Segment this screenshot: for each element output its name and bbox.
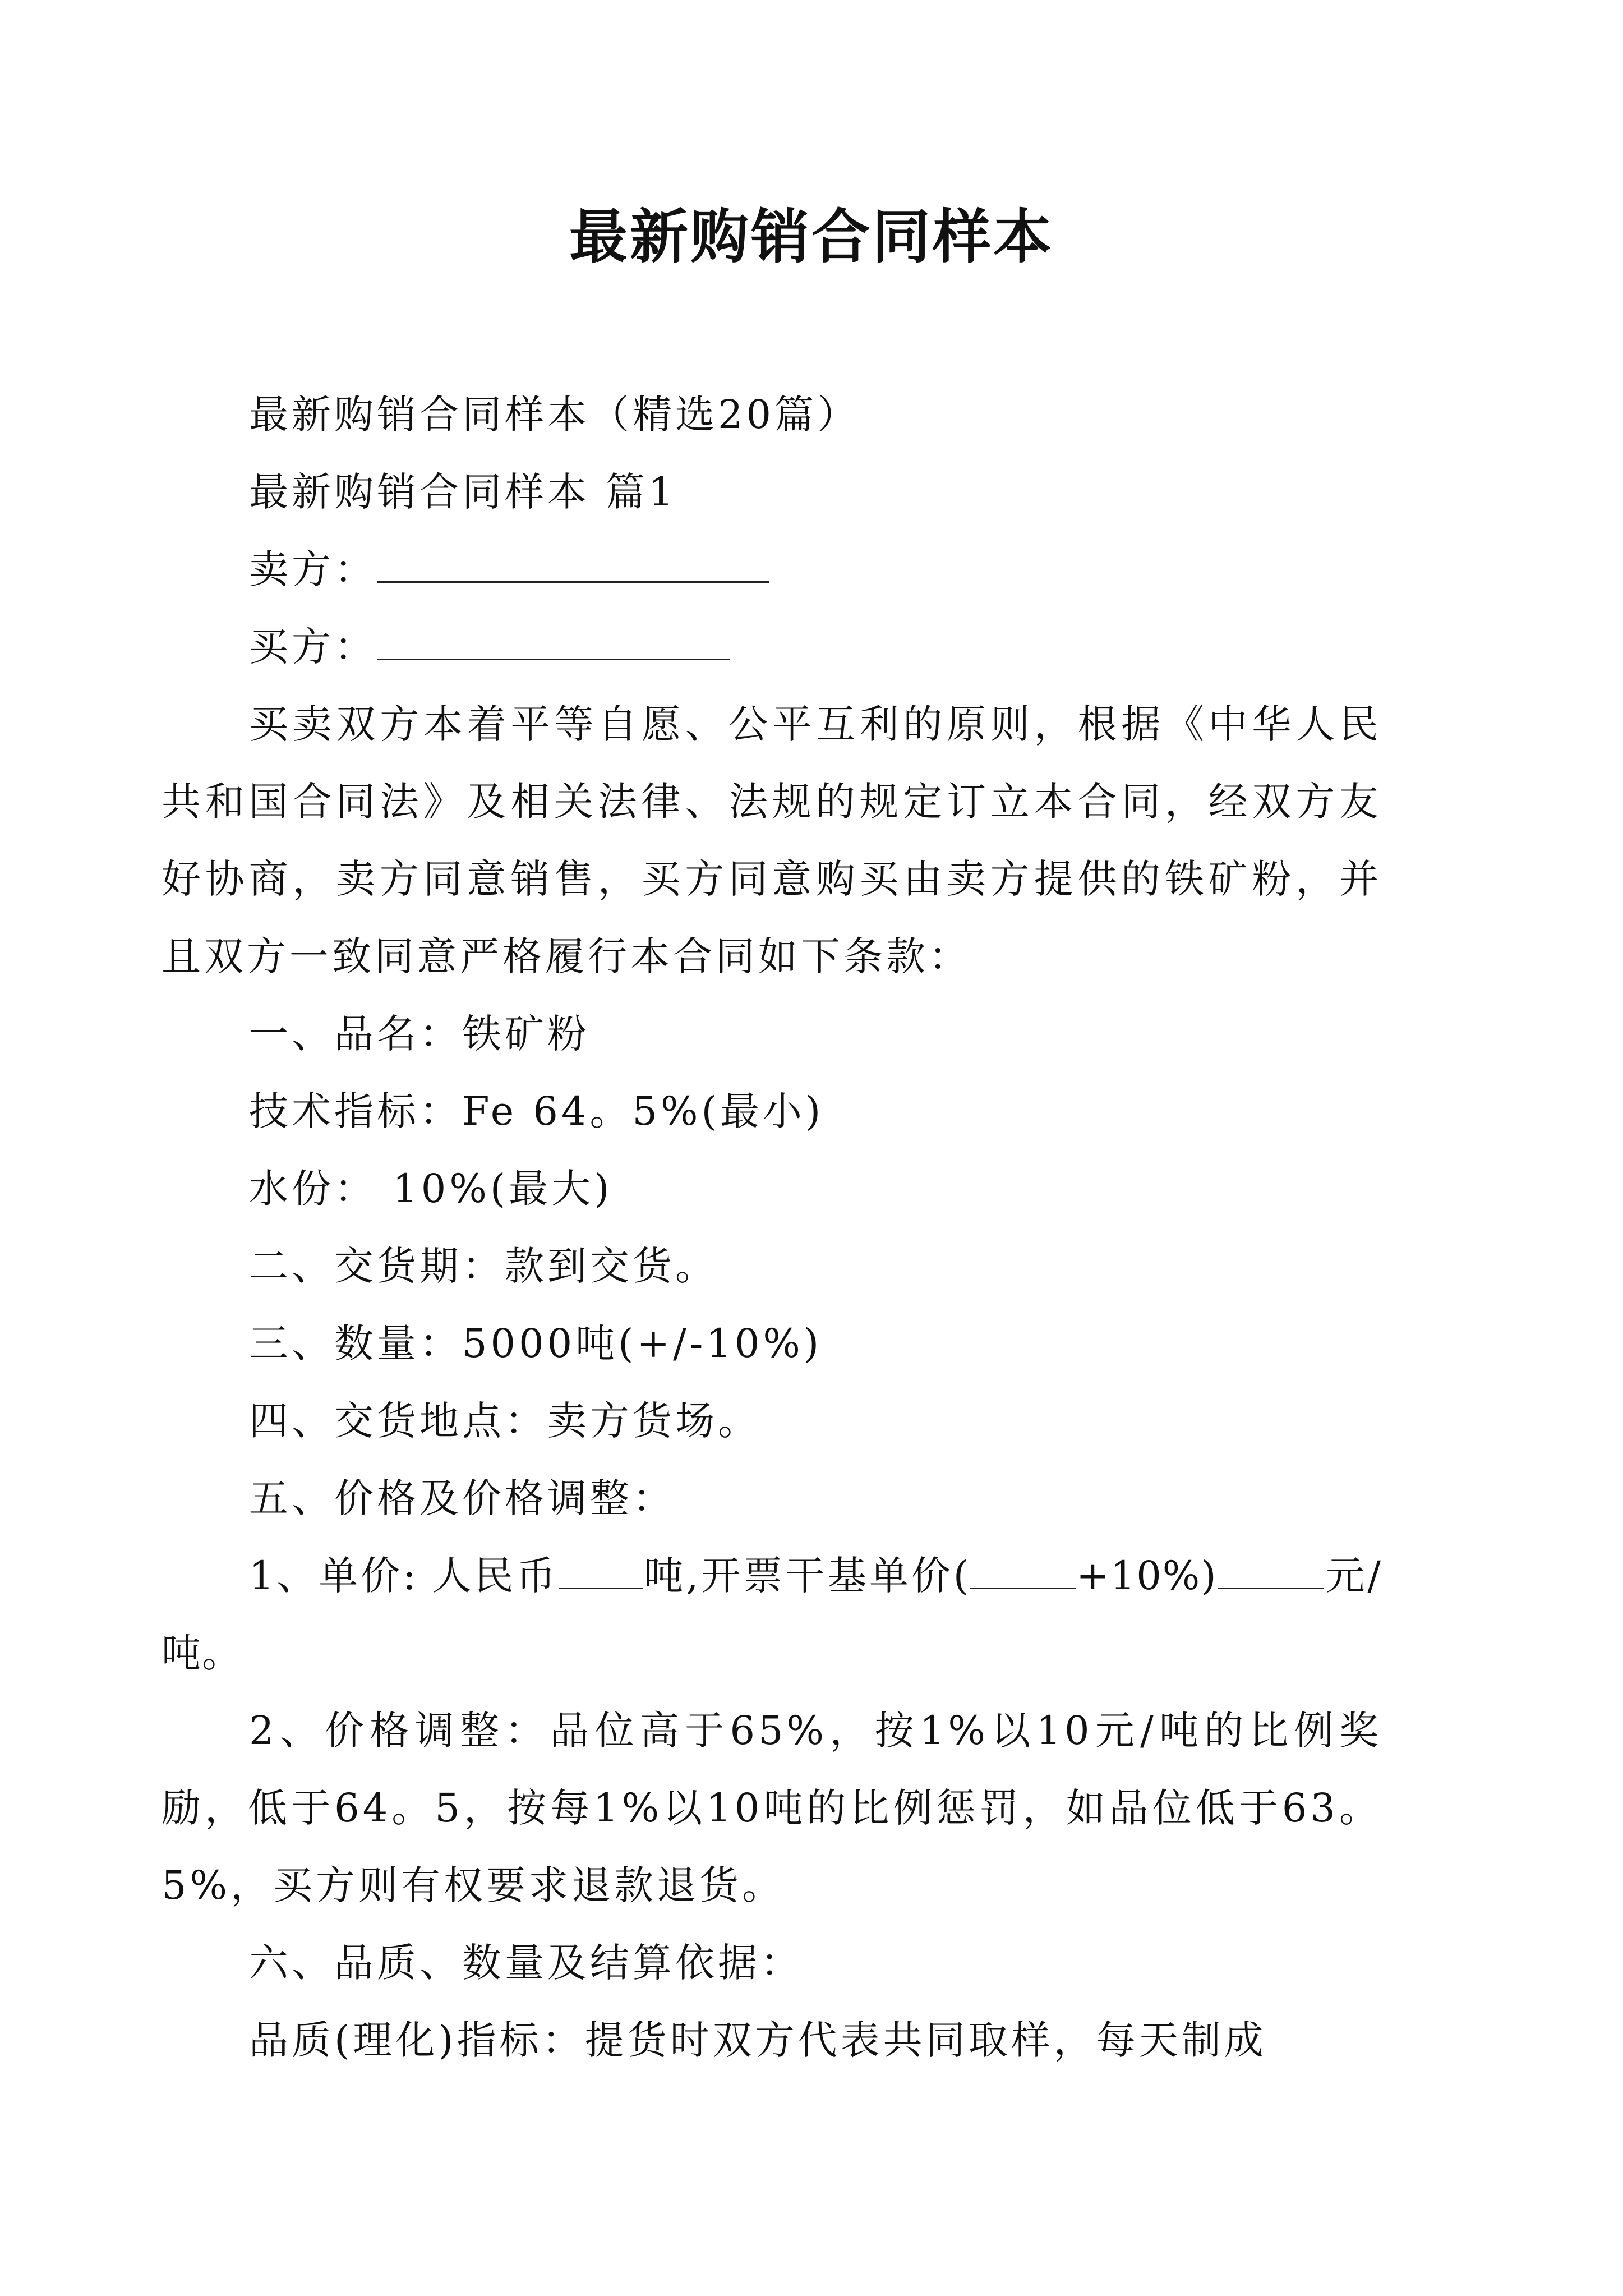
seller-line: [249, 531, 1382, 608]
unit-price-blank-1: [559, 1554, 643, 1589]
document-body: [162, 376, 1382, 2079]
buyer-label: 买方：: [249, 624, 377, 670]
tech-spec: 技术指标：Fe 64。5%(最小): [249, 1088, 824, 1134]
item-product-name: 一、品名：铁矿粉: [249, 1011, 590, 1057]
unit-price-paragraph: [162, 1537, 1382, 1692]
section-heading: 最新购销合同样本 篇1: [249, 469, 677, 515]
item-quality-basis: 六、品质、数量及结算依据：: [249, 1940, 803, 1986]
subtitle: 最新购销合同样本（精选20篇）: [249, 392, 860, 438]
unit-price-text-c: +10%): [1076, 1553, 1218, 1599]
unit-price-text-a: 1、单价: 人民币: [249, 1553, 559, 1599]
item-price: 五、价格及价格调整：: [249, 1475, 675, 1521]
unit-price-blank-2: [970, 1554, 1076, 1589]
unit-price-text-b: 吨,开票干基单价(: [642, 1553, 970, 1599]
buyer-line: [249, 608, 1382, 685]
item-delivery-place: 四、交货地点：卖方货场。: [249, 1398, 760, 1444]
price-adjust-paragraph: 2、价格调整：品位高于65%，按1%以10元/吨的比例奖励，低于64。5，按每1%以10吨的比例惩罚，如品位低于63。5%，买方则有权要求退款退货。: [162, 1708, 1382, 1908]
buyer-blank: [377, 625, 730, 660]
item-quantity: 三、数量：5000吨(+/-10%): [249, 1320, 823, 1366]
intro-paragraph: 买卖双方本着平等自愿、公平互利的原则，根据《中华人民共和国合同法》及相关法律、法规的规定订立本合同，经双方友好协商，卖方同意销售，买方同意购买由卖方提供的铁矿粉，并且双方一致同意严格履行本合同如下条款：: [162, 701, 1382, 979]
document-title: 最新购销合同样本: [569, 202, 1054, 271]
unit-price-text-d: 元/吨。: [162, 1553, 1382, 1676]
quality-paragraph: 品质(理化)指标：提货时双方代表共同取样，每天制成: [249, 2017, 1267, 2063]
seller-blank: [377, 547, 769, 583]
item-delivery-period: 二、交货期：款到交货。: [249, 1243, 718, 1289]
seller-label: 卖方：: [249, 546, 377, 592]
moisture-spec: 水份： 10%(最大): [249, 1166, 613, 1212]
unit-price-blank-3: [1218, 1554, 1324, 1589]
